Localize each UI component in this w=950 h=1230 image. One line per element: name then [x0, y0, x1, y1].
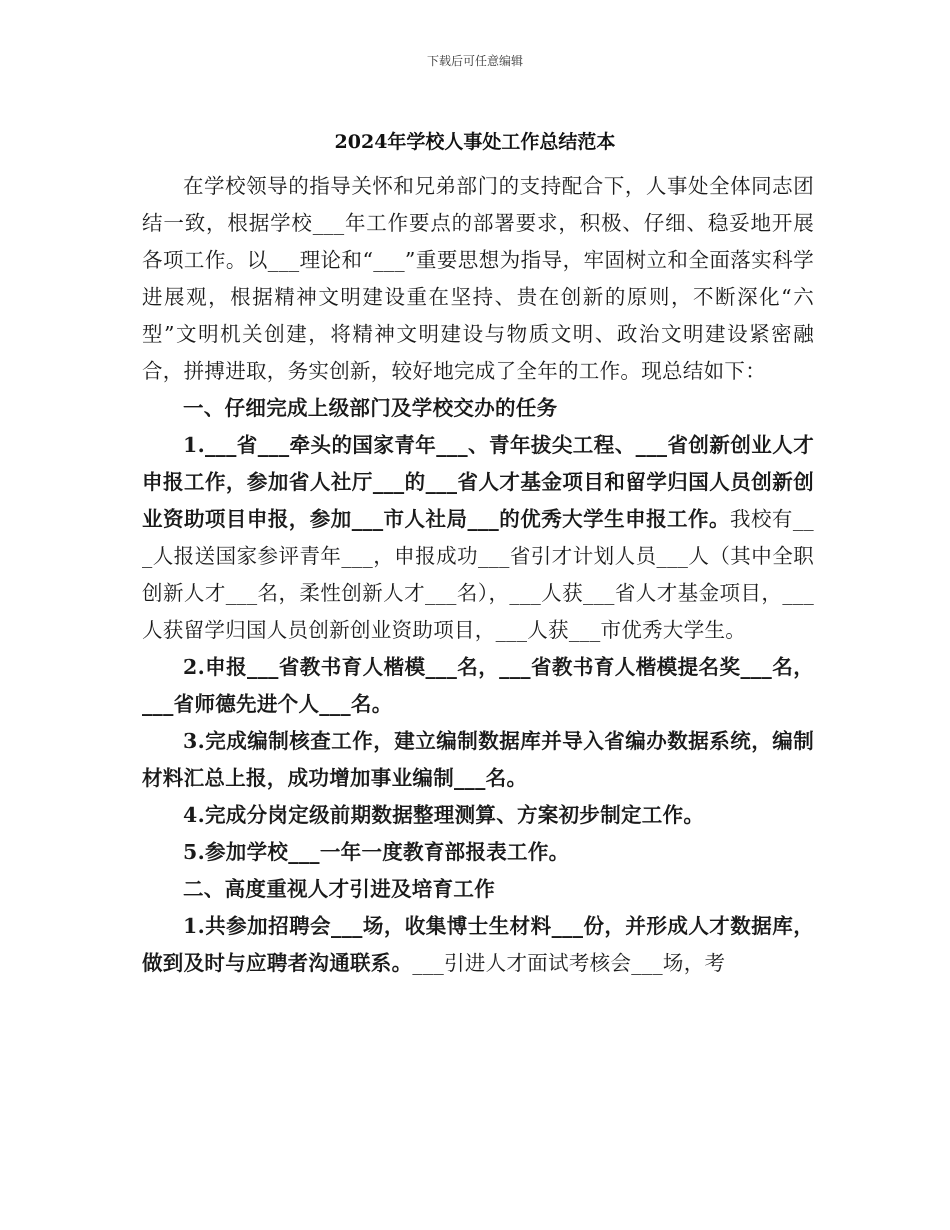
item-bold-text: 1.共参加招聘会___场，收集博士生材料___份，并形成人才数据库，做到及时与应聘者沟通联系。 — [142, 914, 814, 975]
section-1-heading: 一、仔细完成上级部门及学校交办的任务 — [183, 396, 558, 420]
item-bold-text: 2.申报___省教书育人楷模___名，___省教书育人楷模提名奖___名，___省师德先进个人___名。 — [142, 655, 814, 716]
section-1-item-1 — [142, 427, 814, 649]
item-bold-text: 5.参加学校___一年一度教育部报表工作。 — [183, 840, 570, 864]
section-1-item-2 — [142, 649, 814, 723]
item-bold-text: 3.完成编制核查工作，建立编制数据库并导入省编办数据系统，编制材料汇总上报，成功增加事业编制___名。 — [142, 729, 814, 790]
page-header: 下载后可任意编辑 — [426, 54, 523, 68]
item-normal-text: 我校有___人报送国家参评青年___，申报成功___省引才计划人员___人（其中全职创新人才___名，柔性创新人才___名），___人获___省人才基金项目，___人获留学归国人员创新创业资助项目，___人获___市优秀大学生。 — [142, 507, 814, 642]
document-title: 2024年学校人事处工作总结范本 — [334, 131, 616, 153]
section-2-heading: 二、高度重视人才引进及培育工作 — [183, 877, 495, 901]
section-1-item-3 — [142, 723, 814, 797]
item-bold-text: 1.___省___牵头的国家青年___、青年拔尖工程、___省创新创业人才申报工作，参加省人社厅___的___省人才基金项目和留学归国人员创新创业资助项目申报，参加___市人社局___的优秀大学生申报工作。 — [142, 433, 814, 531]
intro-paragraph: 在学校领导的指导关怀和兄弟部门的支持配合下，人事处全体同志团结一致，根据学校___年工作要点的部署要求，积极、仔细、稳妥地开展各项工作。以___理论和“___”重要思想为指导，牢固树立和全面落实科学进展观，根据精神文明建设重在坚持、贵在创新的原则，不断深化“六型”文明机关创建，将精神文明建设与物质文明、政治文明建设紧密融合，拼搏进取，务实创新，较好地完成了全年的工作。现总结如下： — [142, 174, 814, 383]
section-2-item-1 — [142, 908, 814, 982]
section-1-item-5 — [142, 834, 814, 871]
item-normal-text: ___引进人才面试考核会___场，考 — [412, 951, 726, 975]
section-1-item-4 — [142, 797, 814, 834]
item-bold-text: 4.完成分岗定级前期数据整理测算、方案初步制定工作。 — [183, 803, 705, 827]
document-body — [142, 168, 814, 982]
